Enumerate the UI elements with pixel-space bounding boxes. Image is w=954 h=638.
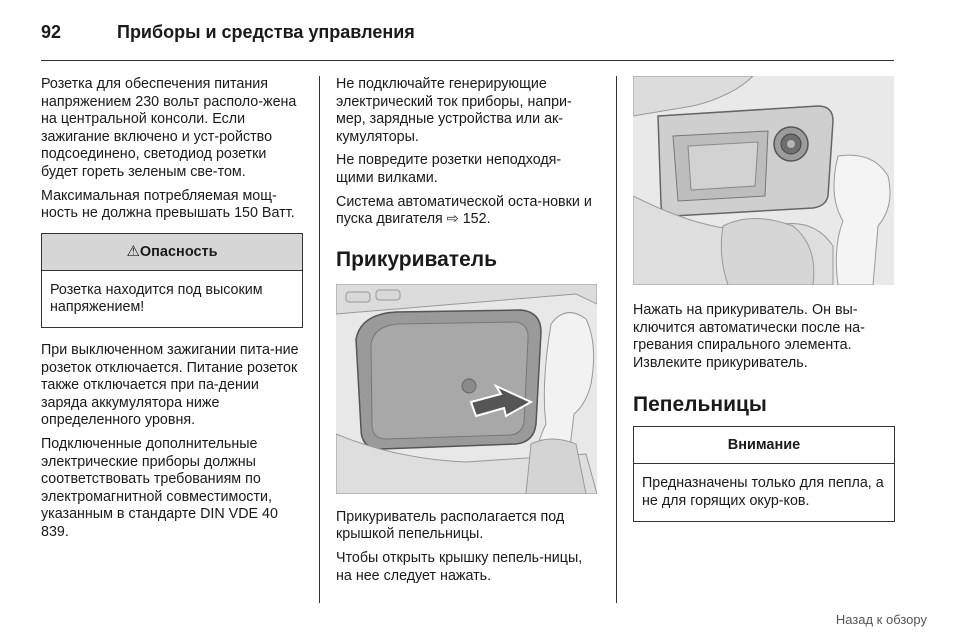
paragraph: Прикуриватель располагается под крышкой пепельницы. xyxy=(336,508,565,543)
back-to-overview-link[interactable]: Назад к обзору xyxy=(835,612,927,627)
section-heading: Пепельницы xyxy=(633,393,767,417)
paragraph: Не подключайте генерирующие электрический ток приборы, напри-мер, зарядные устройства или ак-кумуляторы. xyxy=(336,76,572,145)
page-reference-icon: ⇨ xyxy=(446,211,459,228)
column-divider xyxy=(319,76,320,603)
page-header xyxy=(41,20,894,61)
danger-title: Опасность xyxy=(139,243,218,260)
figure-lighter xyxy=(633,76,894,285)
page-number: 92 xyxy=(41,22,62,42)
paragraph: Система автоматической оста-новки и пуска двигателя ⇨ 152. xyxy=(336,193,592,228)
paragraph: При выключенном зажигании пита-ние розеток отключается. Питание розеток также отключается при па-дении заряда аккумулятора ниже определенного уровня. xyxy=(41,341,299,429)
ashtray-cover-illustration xyxy=(336,284,597,494)
warning-triangle-icon: ⚠ xyxy=(126,242,140,260)
danger-header xyxy=(42,234,302,271)
notice-header: Внимание xyxy=(634,427,894,464)
paragraph: Не повредите розетки неподходя-щими вилками. xyxy=(336,152,562,186)
column-3 xyxy=(633,302,895,536)
section-heading: Прикуриватель xyxy=(336,247,498,271)
paragraph: Подключенные дополнительные электрические приборы должны соответствовать требованиям по электромагнитной совместимости, указанным в стандарте DIN VDE 40 839. xyxy=(41,435,278,540)
danger-text: Розетка находится под высоким напряжением! xyxy=(50,281,263,316)
paragraph: Розетка для обеспечения питания напряжением 230 вольт располо-жена на центральной консоли. Если зажигание включено и уст-ройство подсоединено, светодиод розетки будет гореть зеленым све-том. xyxy=(41,76,297,180)
column-1 xyxy=(41,76,303,547)
paragraph: Максимальная потребляемая мощ-ность не должна превышать 150 Ватт. xyxy=(41,187,295,222)
notice-box xyxy=(633,426,895,521)
figure-ashtray-cover xyxy=(336,284,597,494)
page-reference-link[interactable]: 152. xyxy=(462,211,491,228)
lighter-illustration xyxy=(633,76,894,285)
page-title: Приборы и средства управления xyxy=(117,22,415,42)
paragraph: Нажать на прикуриватель. Он вы-ключится автоматически после на-гревания спирального элемента. Извлеките прикуриватель. xyxy=(633,302,865,371)
notice-text: Предназначены только для пепла, а не для горящих окур-ков. xyxy=(642,475,884,509)
column-divider xyxy=(616,76,617,603)
danger-box xyxy=(41,233,303,328)
paragraph: Чтобы открыть крышку пепель-ницы, на нее следует нажать. xyxy=(336,549,583,584)
